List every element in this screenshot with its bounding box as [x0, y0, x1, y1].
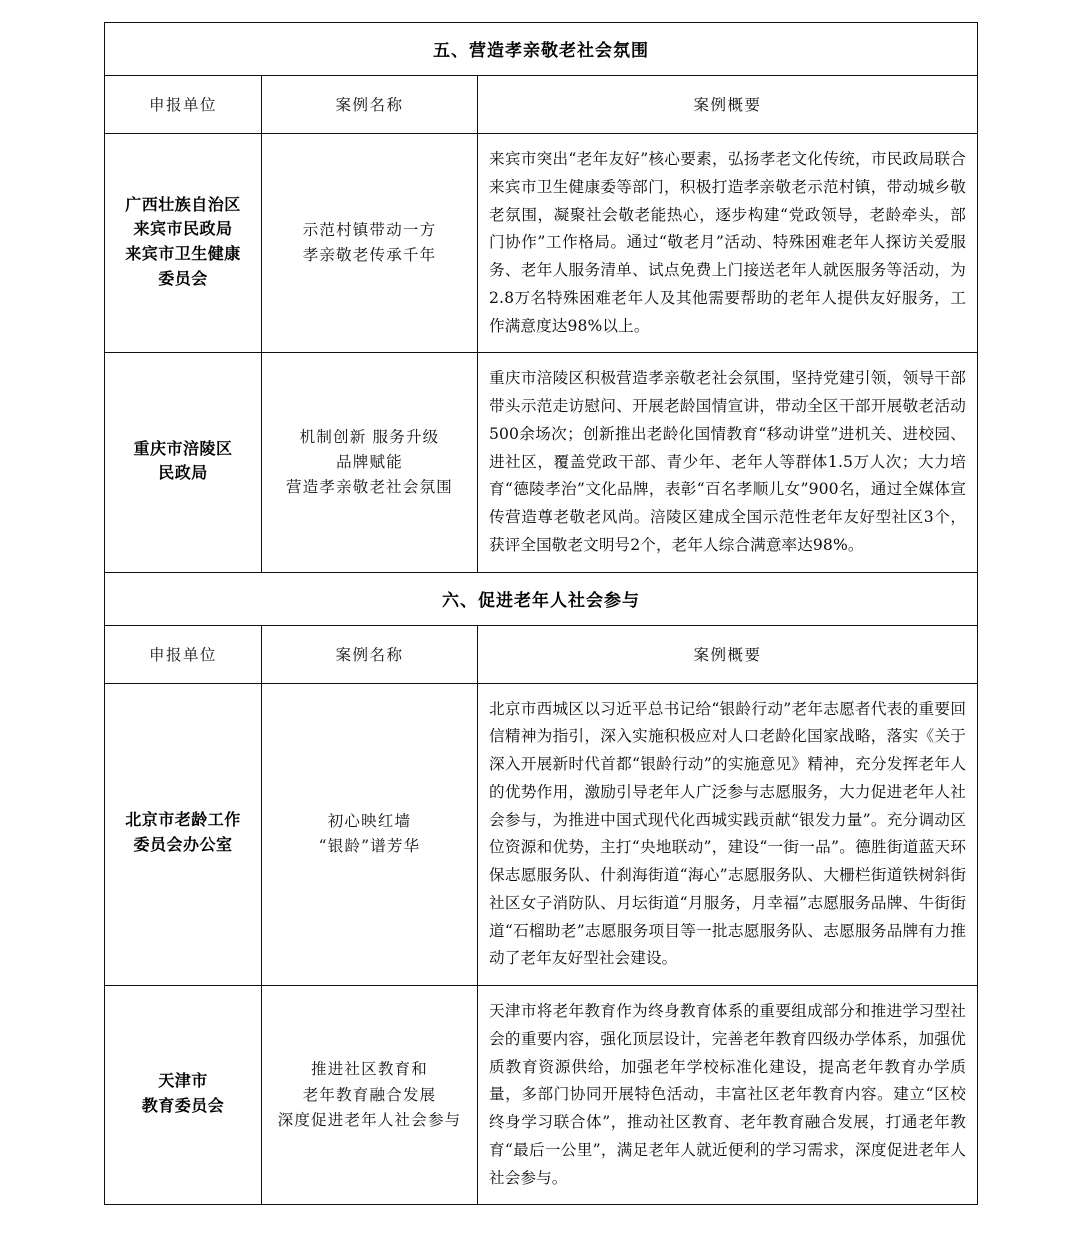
- case-summary-text: 重庆市涪陵区积极营造孝亲敬老社会氛围，坚持党建引领，领导干部带头示范走访慰问、开展老龄国情宣讲，带动全区干部开展敬老活动500余场次；创新推出老龄化国情教育“移动讲堂”进机关、进校园、进社区，覆盖党政干部、青少年、老年人等群体1.5万人次；大力培育“德陵孝治”文化品牌，表彰“百名孝顺儿女”900名，通过全媒体宣传营造尊老敬老风尚。涪陵区建成全国示范性老年友好型社区3个，获评全国敬老文明号2个，老年人综合满意率达98%。: [489, 369, 967, 554]
- cell-case-summary: [478, 986, 978, 1205]
- cell-case-name: 初心映红墙 “银龄”谱芳华: [262, 683, 478, 986]
- cell-applicant-unit: 重庆市涪陵区 民政局: [105, 353, 262, 572]
- section-heading-row: [105, 23, 978, 76]
- cases-table: [104, 22, 978, 1205]
- cell-case-name: 推进社区教育和 老年教育融合发展 深度促进老年人社会参与: [262, 986, 478, 1205]
- cell-applicant-unit: 天津市 教育委员会: [105, 986, 262, 1205]
- section-heading-5: 五、营造孝亲敬老社会氛围: [105, 23, 978, 76]
- cell-applicant-unit: 北京市老龄工作 委员会办公室: [105, 683, 262, 986]
- column-header-unit: 申报单位: [105, 625, 262, 683]
- column-header-summary: 案例概要: [478, 625, 978, 683]
- column-header-case-name: 案例名称: [262, 625, 478, 683]
- case-summary-text: 来宾市突出“老年友好”核心要素，弘扬孝老文化传统，市民政局联合来宾市卫生健康委等部门，积极打造孝亲敬老示范村镇，带动城乡敬老氛围，凝聚社会敬老能热心，逐步构建“党政领导，老龄牵头，部门协作”工作格局。通过“敬老月”活动、特殊困难老年人探访关爱服务、老年人服务清单、试点免费上门接送老年人就医服务等活动，为2.8万名特殊困难老年人及其他需要帮助的老年人提供友好服务，工作满意度达98%以上。: [489, 150, 967, 335]
- section-heading-row: [105, 572, 978, 625]
- cell-case-summary: [478, 683, 978, 986]
- table-row: [105, 353, 978, 572]
- column-header-row: [105, 76, 978, 134]
- case-summary-text: 北京市西城区以习近平总书记给“银龄行动”老年志愿者代表的重要回信精神为指引，深入实施积极应对人口老龄化国家战略，落实《关于深入开展新时代首都“银龄行动”的实施意见》精神，充分发挥老年人的优势作用，激励引导老年人广泛参与志愿服务，大力促进老年人社会参与，为推进中国式现代化西城实践贡献“银发力量”。充分调动区位资源和优势，主打“央地联动”，建设“一街一品”。德胜街道蓝天环保志愿服务队、什刹海街道“海心”志愿服务队、大栅栏街道铁树斜街社区女子消防队、月坛街道“月服务，月幸福”志愿服务品牌、牛街街道“石榴助老”志愿服务项目等一批志愿服务队、志愿服务品牌有力推动了老年友好型社会建设。: [489, 699, 967, 968]
- case-summary-text: 天津市将老年教育作为终身教育体系的重要组成部分和推进学习型社会的重要内容，强化顶层设计，完善老年教育四级办学体系，加强优质教育资源供给，加强老年学校标准化建设，提高老年教育办学质量，多部门协同开展特色活动，丰富社区老年教育内容。建立“区校终身学习联合体”，推动社区教育、老年教育融合发展，打通老年教育“最后一公里”，满足老年人就近便利的学习需求，深度促进老年人社会参与。: [489, 1002, 967, 1187]
- table-body: [105, 23, 978, 1205]
- table-row: [105, 986, 978, 1205]
- cell-case-summary: [478, 134, 978, 353]
- column-header-row: [105, 625, 978, 683]
- cell-case-summary: [478, 353, 978, 572]
- column-header-summary: 案例概要: [478, 76, 978, 134]
- cell-case-name: 机制创新 服务升级 品牌赋能 营造孝亲敬老社会氛围: [262, 353, 478, 572]
- column-header-unit: 申报单位: [105, 76, 262, 134]
- cell-applicant-unit: 广西壮族自治区 来宾市民政局 来宾市卫生健康 委员会: [105, 134, 262, 353]
- section-heading-6: 六、促进老年人社会参与: [105, 572, 978, 625]
- table-row: [105, 683, 978, 986]
- table-row: [105, 134, 978, 353]
- column-header-case-name: 案例名称: [262, 76, 478, 134]
- cell-case-name: 示范村镇带动一方 孝亲敬老传承千年: [262, 134, 478, 353]
